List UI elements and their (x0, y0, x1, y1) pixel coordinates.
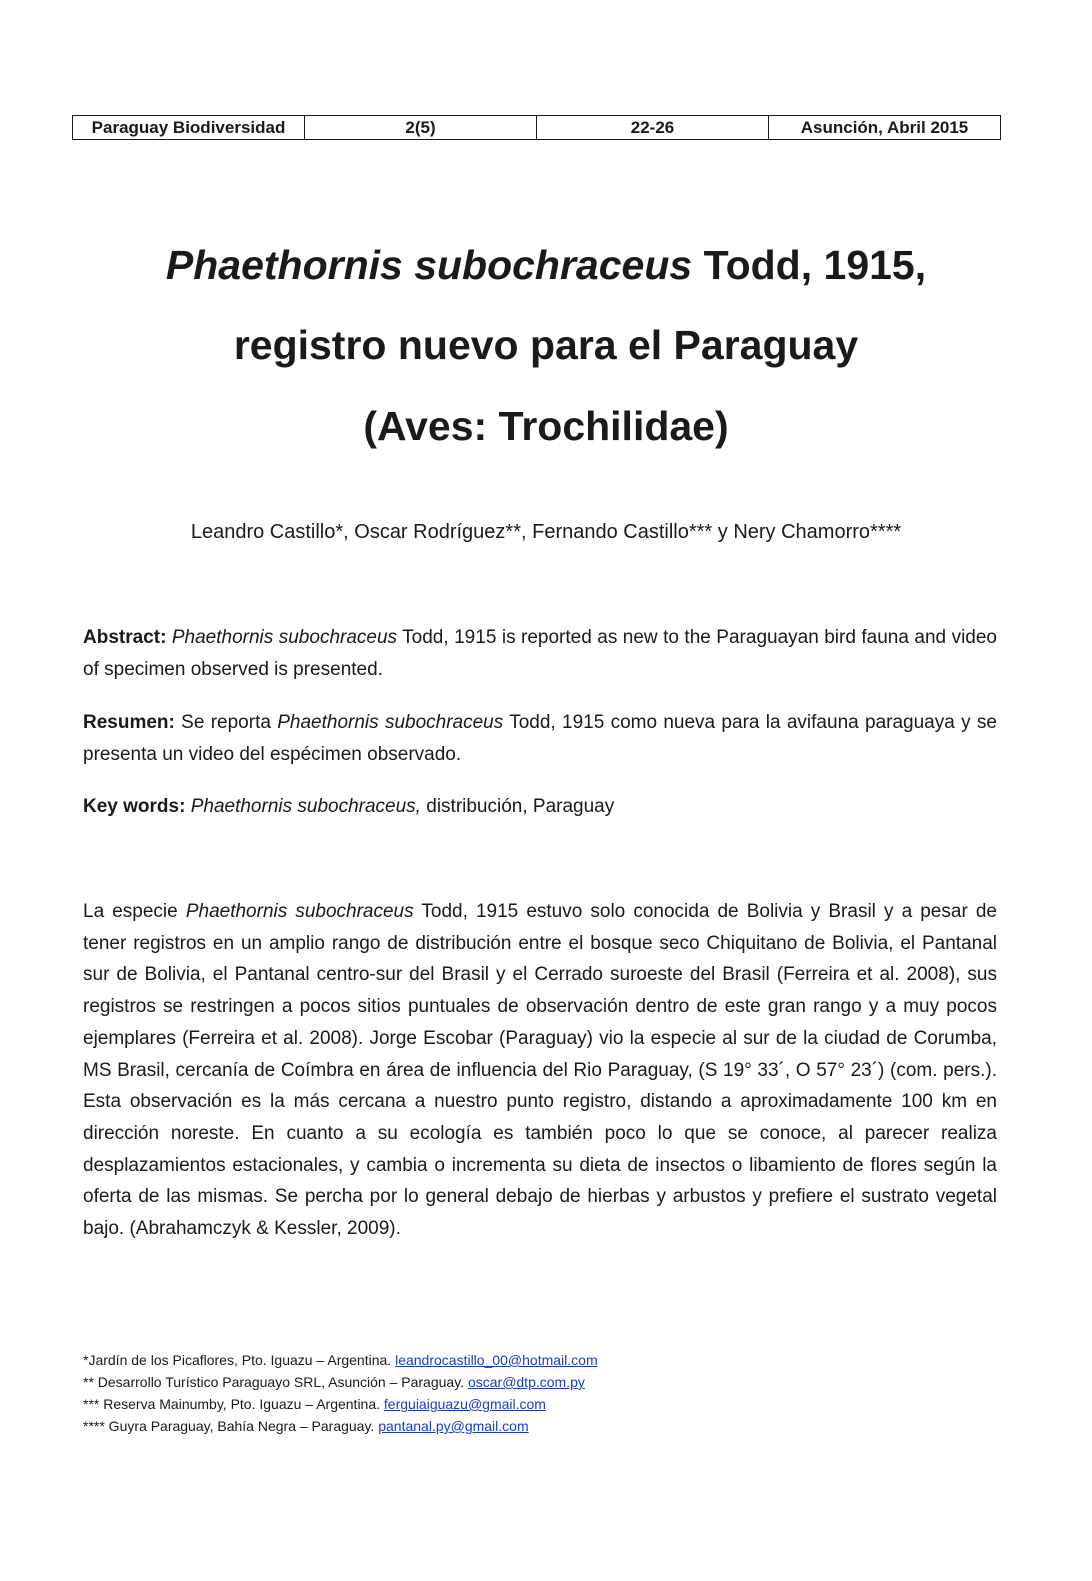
abstract-text: Todd, 1915 is reported as new to the Paraguayan bird fauna and video of specimen observed is presented. (83, 627, 997, 680)
journal-header-table (72, 115, 1001, 140)
footnote-affiliation: ** Desarrollo Turístico Paraguayo SRL, Asunción – Paraguay. (83, 1374, 468, 1390)
footnote-3 (83, 1393, 997, 1415)
footnote-affiliation: *** Reserva Mainumby, Pto. Iguazu – Argentina. (83, 1396, 384, 1412)
footnote-email-link[interactable]: oscar@dtp.com.py (467, 1374, 585, 1390)
body-text-before: La especie (83, 901, 186, 922)
footnote-affiliation: *Jardín de los Picaflores, Pto. Iguazu – Argentina. (83, 1352, 396, 1368)
body-paragraph (83, 896, 997, 1245)
resumen-text-after: Todd, 1915 como nueva para la avifauna paraguaya y se presenta un video del espécimen observado. (83, 712, 997, 765)
abstract-species: Phaethornis subochraceus (171, 627, 398, 648)
journal-name: Paraguay Biodiversidad (73, 116, 305, 140)
keywords-paragraph (83, 791, 997, 823)
resumen-species: Phaethornis subochraceus (277, 712, 504, 733)
article-title-line-2: registro nuevo para el Paraguay (233, 322, 859, 368)
journal-place-date: Asunción, Abril 2015 (769, 116, 1001, 140)
footnote-4 (83, 1415, 997, 1437)
article-title-line-1 (60, 242, 1032, 288)
body-text-after: Todd, 1915 estuvo solo conocida de Bolivia y Brasil y a pesar de tener registros en un amplio rango de distribución entre el bosque seco Chiquitano de Bolivia, el Pantanal sur de Bolivia, el Pantanal centro-sur del Brasil y el Cerrado suroeste del Brasil (Ferreira et al. 2008), sus registros se restringen a pocos sitios puntuales de observación dentro de este gran rango y a muy pocos ejemplares (Ferreira et al. 2008). Jorge Escobar (Paraguay) vio la especie al sur de la ciudad de Corumba, MS Brasil, cercanía de Coímbra en área de influencia del Rio Paraguay, (S 19° 33´, O 57° 23´) (com. pers.). Esta observación es la más cercana a nuestro punto registro, distando a aproximadamente 100 km en dirección noreste. En cuanto a su ecología es también poco lo que se conoce, al parecer realiza desplazamientos estacionales, y cambia o incrementa su dieta de insectos o libamiento de flores según la oferta de las mismas. Se percha por lo general debajo de hierbas y arbustos y prefiere el sustrato vegetal bajo. (Abrahamczyk & Kessler, 2009). (83, 901, 997, 1240)
journal-volume: 2(5) (305, 116, 537, 140)
footnote-email-link[interactable]: leandrocastillo_00@hotmail.com (395, 1352, 598, 1368)
footnote-affiliation: **** Guyra Paraguay, Bahía Negra – Paraguay. (83, 1418, 379, 1434)
resumen-label: Resumen: (83, 712, 175, 733)
footnote-1 (83, 1349, 997, 1371)
keywords-species: Phaethornis subochraceus, (190, 796, 421, 817)
abstract-paragraph (83, 622, 997, 686)
resumen-paragraph (83, 707, 997, 771)
keywords-label: Key words: (83, 796, 186, 817)
journal-pages: 22-26 (537, 116, 769, 140)
resumen-text-before: Se reporta (174, 712, 278, 733)
footnote-email-link[interactable]: pantanal.py@gmail.com (378, 1418, 529, 1434)
author-list: Leandro Castillo*, Oscar Rodríguez**, Fernando Castillo*** y Nery Chamorro**** (190, 521, 902, 543)
title-author-year: Todd, 1915, (692, 242, 927, 288)
author-footnotes (83, 1349, 997, 1437)
keywords-text: distribución, Paraguay (420, 796, 615, 817)
title-species-name: Phaethornis subochraceus (165, 242, 693, 288)
body-species: Phaethornis subochraceus (185, 901, 414, 922)
footnote-email-link[interactable]: ferguiaiguazu@gmail.com (383, 1396, 546, 1412)
article-title-line-3: (Aves: Trochilidae) (363, 403, 729, 449)
abstract-label: Abstract: (83, 627, 167, 648)
footnote-2 (83, 1371, 997, 1393)
